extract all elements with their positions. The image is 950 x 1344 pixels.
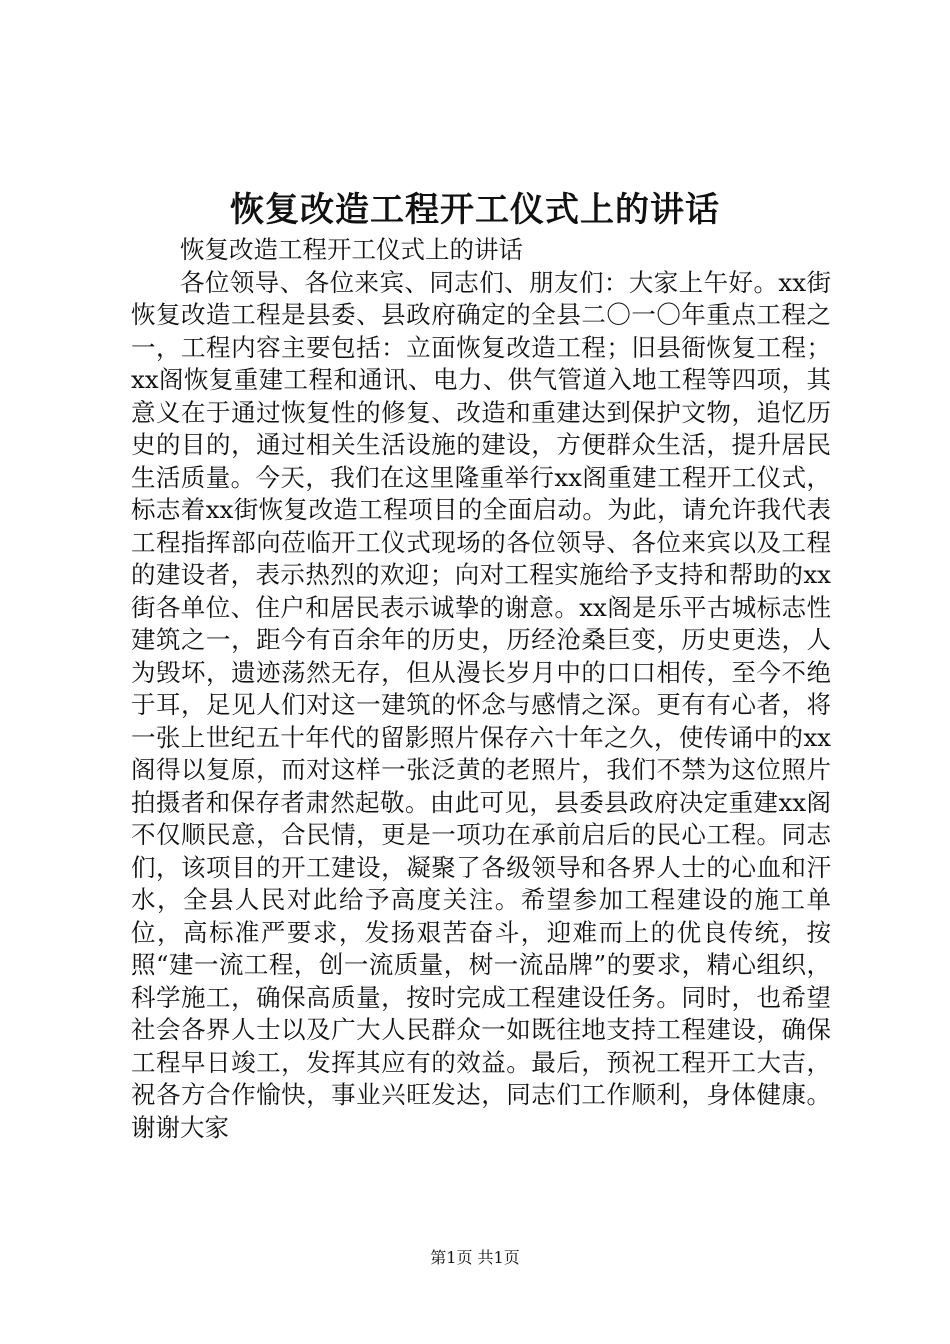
body-paragraph: 各位领导、各位来宾、同志们、朋友们：大家上午好。xx街恢复改造工程是县委、县政府确定的全县二〇一〇年重点工程之一，工程内容主要包括：立面恢复改造工程；旧县衙恢复工程；xx阁恢复重建工程和通讯、电力、供气管道入地工程等四项，其意义在于通过恢复性的修复、改造和重建达到保护文物，追忆历史的目的，通过相关生活设施的建设，方便群众生活，提升居民生活质量。今天，我们在这里隆重举行xx阁重建工程开工仪式，标志着xx街恢复改造工程项目的全面启动。为此，请允许我代表工程指挥部向莅临开工仪式现场的各位领导、各位来宾以及工程的建设者，表示热烈的欢迎；向对工程实施给予支持和帮助的xx街各单位、住户和居民表示诚挚的谢意。xx阁是乐平古城标志性建筑之一，距今有百余年的历史，历经沧桑巨变，历史更迭，人为毁坏，遗迹荡然无存，但从漫长岁月中的口口相传，至今不绝于耳，足见人们对这一建筑的怀念与感情之深。更有有心者，将一张上世纪五十年代的留影照片保存六十年之久，使传诵中的xx阁得以复原，而对这样一张泛黄的老照片，我们不禁为这位照片拍摄者和保存者肃然起敬。由此可见，县委县政府决定重建xx阁不仅顺民意，合民情，更是一项功在承前启后的民心工程。同志们，该项目的开工建设，凝聚了各级领导和各界人士的心血和汗水，全县人民对此给予高度关注。希望参加工程建设的施工单位，高标准严要求，发扬艰苦奋斗，迎难而上的优良传统，按照“建一流工程，创一流质量，树一流品牌”的要求，精心组织，科学施工，确保高质量，按时完成工程建设任务。同时，也希望社会各界人士以及广大人民群众一如既往地支持工程建设，确保工程早日竣工，发挥其应有的效益。最后，预祝工程开工大吉，祝各方合作愉快，事业兴旺发达，同志们工作顺利，身体健康。谢谢大家 [131,267,831,1142]
page-footer: 第1页 共1页 [430,1248,520,1267]
document-title: 恢复改造工程开工仪式上的讲话 [230,190,720,230]
document-subtitle: 恢复改造工程开工仪式上的讲话 [180,235,523,264]
document-body [131,234,831,1144]
